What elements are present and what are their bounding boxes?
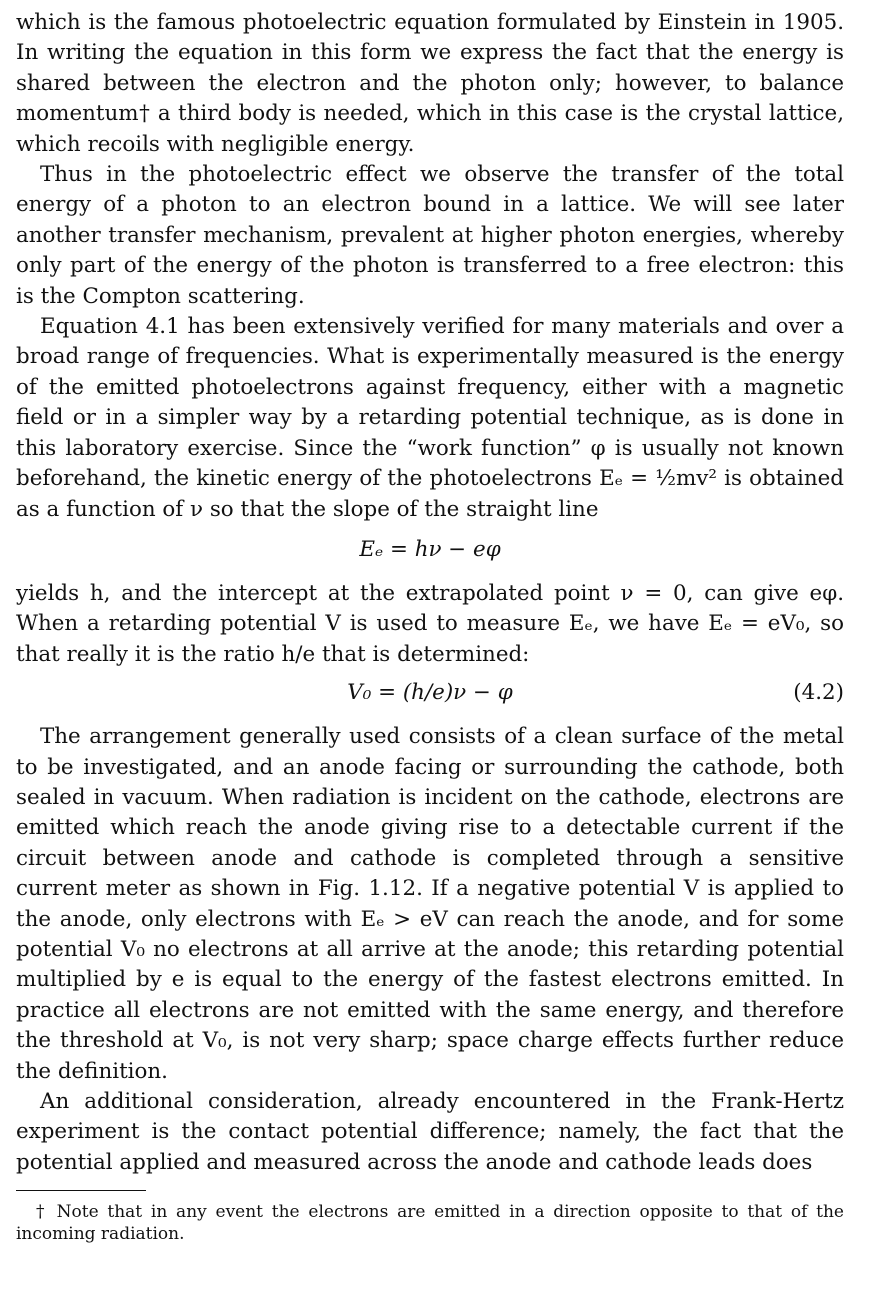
equation-4-2-body: V₀ = (h/e)ν − φ [347, 680, 513, 706]
page [16, 8, 844, 1245]
paragraph-einstein-equation: which is the famous photoelectric equation formulated by Einstein in 1905. In writing the equation in this form we express the fact that the energy is shared between the electron and the photon only; however, to balance momentum† a third body is needed, which in this case is the crystal lattice, which recoils with negligible energy. [16, 10, 844, 157]
paragraph-photoelectric-transfer: Thus in the photoelectric effect we observe the transfer of the total energy of a photon to an electron bound in a lattice. We will see later another transfer mechanism, prevalent at higher photon energies, whereby only part of the energy of the photon is transferred to a free electron: this is the Compton scattering. [16, 162, 844, 309]
equation-4-2-number: (4.2) [793, 680, 844, 706]
paragraph-equation-verification: Equation 4.1 has been extensively verified for many materials and over a broad range of frequencies. What is experimentally measured is the energy of the emitted photoelectrons against frequency, either with a magnetic field or in a simpler way by a retarding potential technique, as is done in this laboratory exercise. Since the “work function” φ is usually not known beforehand, the kinetic energy of the photoelectrons Eₑ = ½mv² is obtained as a function of ν so that the slope of the straight line [16, 314, 844, 522]
footnote-divider [16, 1190, 146, 1191]
equation-kinetic-energy [16, 535, 844, 565]
paragraph-retarding-potential: yields h, and the intercept at the extrapolated point ν = 0, can give eφ. When a retarding potential V is used to measure Eₑ, we have Eₑ = eV₀, so that really it is the ratio h/e that is determined: [16, 580, 844, 667]
paragraph-arrangement: The arrangement generally used consists of a clean surface of the metal to be investigated, and an anode facing or surrounding the cathode, both sealed in vacuum. When radiation is incident on the cathode, electrons are emitted which reach the anode giving rise to a detectable current if the circuit between anode and cathode is completed through a sensitive current meter as shown in Fig. 1.12. If a negative potential V is applied to the anode, only electrons with Eₑ > eV can reach the anode, and for some potential V₀ no electrons at all arrive at the anode; this retarding potential multiplied by e is equal to the energy of the fastest electrons emitted. In practice all electrons are not emitted with the same energy, and therefore the threshold at V₀, is not very sharp; space charge effects further reduce the definition. [16, 724, 844, 1084]
equation-4-2 [16, 678, 844, 708]
footnote: † Note that in any event the electrons are emitted in a direction opposite to that of the incoming radiation. [16, 1202, 844, 1245]
paragraph-contact-potential: An additional consideration, already encountered in the Frank-Hertz experiment is the contact potential difference; namely, the fact that the potential applied and measured across the anode and cathode leads does [16, 1089, 844, 1175]
equation-kinetic-energy-body: Eₑ = hν − eφ [359, 536, 501, 562]
